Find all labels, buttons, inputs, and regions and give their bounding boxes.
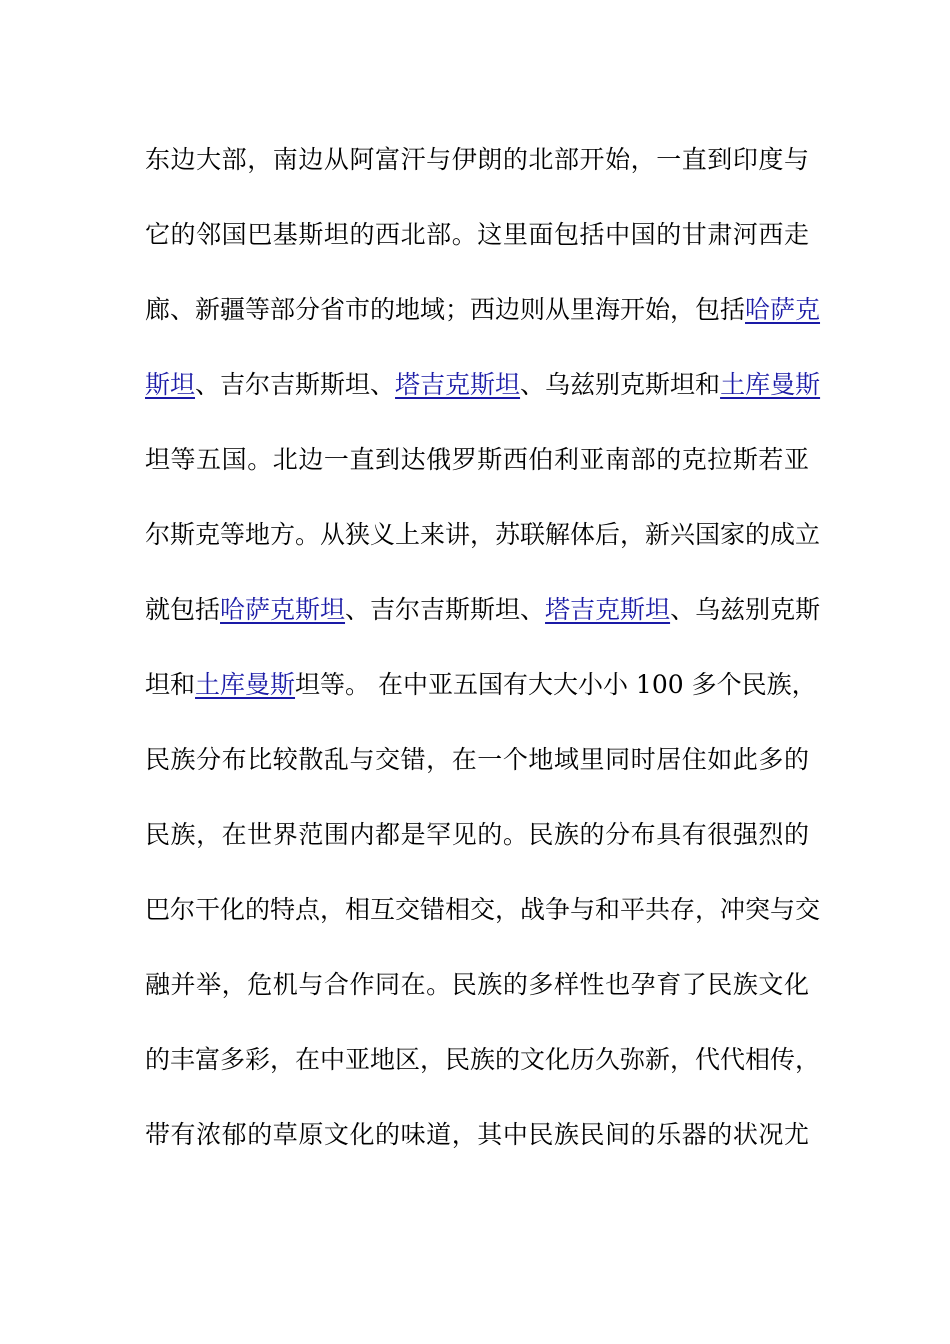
body-paragraph [145,122,821,1172]
text-line [145,197,809,272]
country-link[interactable]: 塔吉克斯坦 [395,370,521,399]
text-line [145,572,821,647]
text-run: 坦和 [145,670,196,699]
text-run: 东边大部，南边从阿富汗与伊朗的北部开始，一直到印度与 [145,145,809,174]
text-run: 巴尔干化的特点，相互交错相交，战争与和平共存，冲突与交 [145,895,821,924]
text-line [145,122,809,197]
text-line [145,272,821,347]
text-run: 的丰富多彩，在中亚地区，民族的文化历久弥新，代代相传， [145,1045,821,1074]
text-line [145,1022,821,1097]
text-run: 、乌兹别克斯坦和 [520,370,721,399]
text-run: 廊、新疆等部分省市的地域；西边则从里海开始，包括 [145,295,746,324]
text-run: 、吉尔吉斯斯坦、 [195,370,396,399]
text-line [145,947,809,1022]
text-line [145,722,809,797]
text-run: 尔斯克等地方。从狭义上来讲，苏联解体后，新兴国家的成立 [145,520,821,549]
text-line [145,347,821,422]
text-run: 、乌兹别克斯 [670,595,821,624]
text-line [145,422,809,497]
country-link[interactable]: 塔吉克斯坦 [545,595,671,624]
text-run: 它的邻国巴基斯坦的西北部。这里面包括中国的甘肃河西走 [145,220,809,249]
text-run: 坦等。 在中亚五国有大大小小 100 多个民族， [295,670,817,699]
country-link[interactable]: 哈萨克 [745,295,821,324]
text-run: 就包括 [145,595,221,624]
text-run: 带有浓郁的草原文化的味道，其中民族民间的乐器的状况尤 [145,1120,809,1149]
text-line [145,872,821,947]
text-line [145,647,817,722]
country-link[interactable]: 斯坦 [145,370,196,399]
country-link[interactable]: 土库曼斯 [195,670,296,699]
country-link[interactable]: 哈萨克斯坦 [220,595,346,624]
country-link[interactable]: 土库曼斯 [720,370,821,399]
text-run: 民族，在世界范围内都是罕见的。民族的分布具有很强烈的 [145,820,809,849]
text-line [145,797,809,872]
text-line [145,497,821,572]
text-line [145,1097,809,1172]
text-run: 融并举，危机与合作同在。民族的多样性也孕育了民族文化 [145,970,809,999]
text-run: 坦等五国。北边一直到达俄罗斯西伯利亚南部的克拉斯若亚 [145,445,809,474]
text-run: 、吉尔吉斯斯坦、 [345,595,546,624]
text-run: 民族分布比较散乱与交错，在一个地域里同时居住如此多的 [145,745,809,774]
